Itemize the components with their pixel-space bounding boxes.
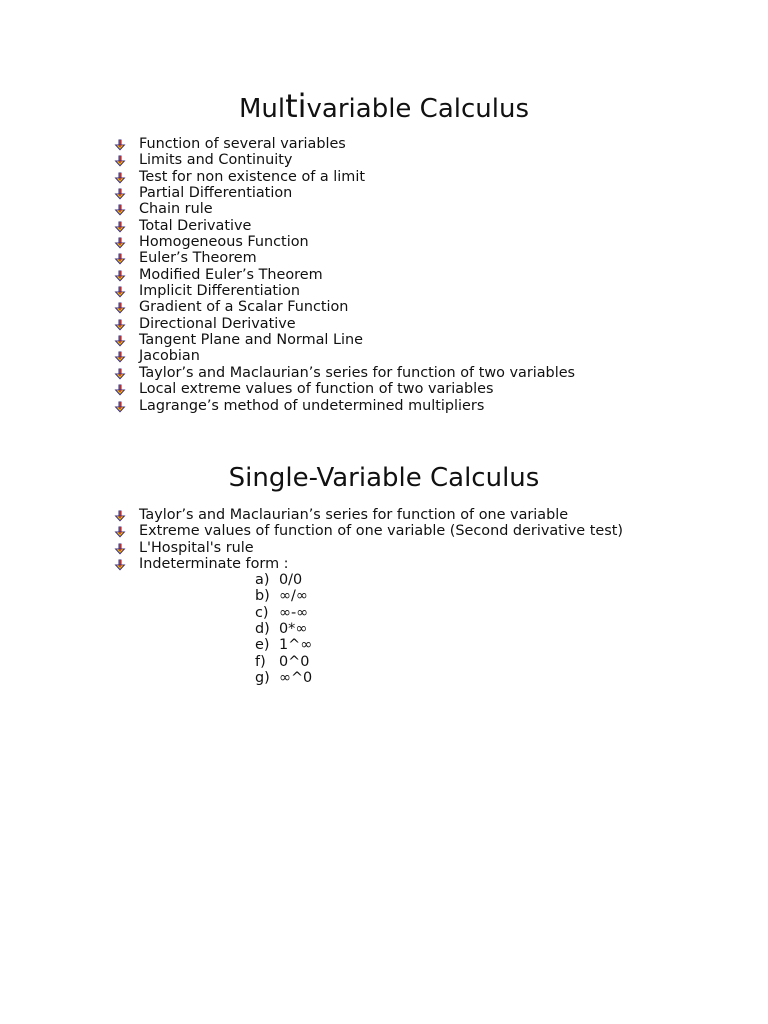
- arrow-down-bullet-icon: [114, 139, 126, 151]
- arrow-down-bullet-icon: [114, 221, 126, 233]
- arrow-down-bullet-icon: [114, 368, 126, 380]
- heading-part-1: Mul: [238, 94, 286, 124]
- form-expression: 0^0: [279, 653, 310, 670]
- arrow-down-bullet-icon: [114, 204, 126, 216]
- form-marker: d): [255, 621, 270, 638]
- indeterminate-forms-list: [255, 572, 312, 686]
- arrow-down-bullet-icon: [114, 286, 126, 298]
- list-item: [114, 169, 575, 185]
- form-marker: e): [255, 637, 270, 654]
- list-item: [114, 299, 575, 315]
- form-expression: 0/0: [279, 572, 303, 588]
- list-item-text: Directional Derivative: [139, 315, 296, 332]
- arrow-down-bullet-icon: [114, 155, 126, 167]
- list-item: [114, 283, 575, 299]
- list-item: [114, 185, 575, 201]
- indeterminate-form-item: [255, 588, 312, 604]
- list-item: [114, 540, 623, 556]
- form-marker: c): [255, 604, 269, 621]
- indeterminate-form-item: [255, 605, 312, 621]
- list-item: [114, 398, 575, 414]
- arrow-down-bullet-icon: [114, 543, 126, 555]
- list-item-text: Taylor’s and Maclaurian’s series for function of one variable: [139, 507, 569, 523]
- form-expression: 0*∞: [279, 621, 308, 638]
- arrow-down-bullet-icon: [114, 302, 126, 314]
- indeterminate-form-item: [255, 621, 312, 637]
- list-item-text: Test for non existence of a limit: [139, 168, 365, 185]
- list-item-text: Implicit Differentiation: [139, 283, 300, 300]
- heading-part-2: ti: [285, 87, 307, 125]
- list-item-text: Indeterminate form :: [139, 556, 289, 573]
- arrow-down-bullet-icon: [114, 384, 126, 396]
- list-item: [114, 152, 575, 168]
- list-item-text: Extreme values of function of one variable (Second derivative test): [139, 523, 623, 540]
- form-expression: ∞-∞: [279, 604, 309, 621]
- heading-part-3: variable Calculus: [306, 94, 530, 124]
- list-item-text: Limits and Continuity: [139, 152, 293, 169]
- arrow-down-bullet-icon: [114, 172, 126, 184]
- form-expression: ∞^0: [279, 670, 313, 687]
- list-item: [114, 136, 575, 152]
- arrow-down-bullet-icon: [114, 401, 126, 413]
- arrow-down-bullet-icon: [114, 510, 126, 522]
- arrow-down-bullet-icon: [114, 559, 126, 571]
- list-item-text: Gradient of a Scalar Function: [139, 299, 349, 316]
- list-item-text: Jacobian: [139, 348, 200, 365]
- list-item-text: Local extreme values of function of two variables: [139, 381, 494, 398]
- form-marker: g): [255, 670, 270, 687]
- arrow-down-bullet-icon: [114, 270, 126, 282]
- arrow-down-bullet-icon: [114, 319, 126, 331]
- list-item-text: Taylor’s and Maclaurian’s series for function of two variables: [139, 364, 576, 381]
- arrow-down-bullet-icon: [114, 526, 126, 538]
- list-item-text: L'Hospital's rule: [139, 539, 254, 556]
- list-item-text: Euler’s Theorem: [139, 250, 257, 267]
- indeterminate-form-item: [255, 572, 312, 588]
- arrow-down-bullet-icon: [114, 351, 126, 363]
- list-item: [114, 348, 575, 364]
- list-item: [114, 556, 623, 572]
- list-item-text: Partial Differentiation: [139, 185, 293, 202]
- list-item: [114, 332, 575, 348]
- multivariable-topic-list: [114, 136, 575, 414]
- list-item: [114, 267, 575, 283]
- form-expression: ∞/∞: [279, 588, 308, 605]
- form-expression: 1^∞: [279, 637, 313, 654]
- arrow-down-bullet-icon: [114, 253, 126, 265]
- indeterminate-form-item: [255, 654, 312, 670]
- list-item-text: Lagrange’s method of undetermined multipliers: [139, 397, 485, 414]
- form-marker: a): [255, 572, 270, 588]
- list-item: [114, 218, 575, 234]
- list-item: [114, 523, 623, 539]
- form-marker: f): [255, 653, 266, 670]
- indeterminate-form-item: [255, 670, 312, 686]
- multivariable-calculus-heading: [0, 87, 768, 125]
- list-item: [114, 250, 575, 266]
- list-item-text: Tangent Plane and Normal Line: [139, 332, 363, 349]
- list-item: [114, 234, 575, 250]
- list-item-text: Modified Euler’s Theorem: [139, 266, 323, 283]
- indeterminate-form-item: [255, 637, 312, 653]
- list-item-text: Chain rule: [139, 201, 213, 218]
- list-item: [114, 316, 575, 332]
- form-marker: b): [255, 588, 270, 605]
- arrow-down-bullet-icon: [114, 237, 126, 249]
- list-item: [114, 507, 623, 523]
- list-item-text: Total Derivative: [139, 217, 252, 234]
- list-item: [114, 381, 575, 397]
- list-item: [114, 201, 575, 217]
- list-item-text: Function of several variables: [139, 136, 346, 152]
- list-item-text: Homogeneous Function: [139, 234, 309, 251]
- list-item: [114, 365, 575, 381]
- arrow-down-bullet-icon: [114, 335, 126, 347]
- arrow-down-bullet-icon: [114, 188, 126, 200]
- single-variable-calculus-heading: Single-Variable Calculus: [228, 463, 540, 493]
- single-variable-topic-list: [114, 507, 623, 572]
